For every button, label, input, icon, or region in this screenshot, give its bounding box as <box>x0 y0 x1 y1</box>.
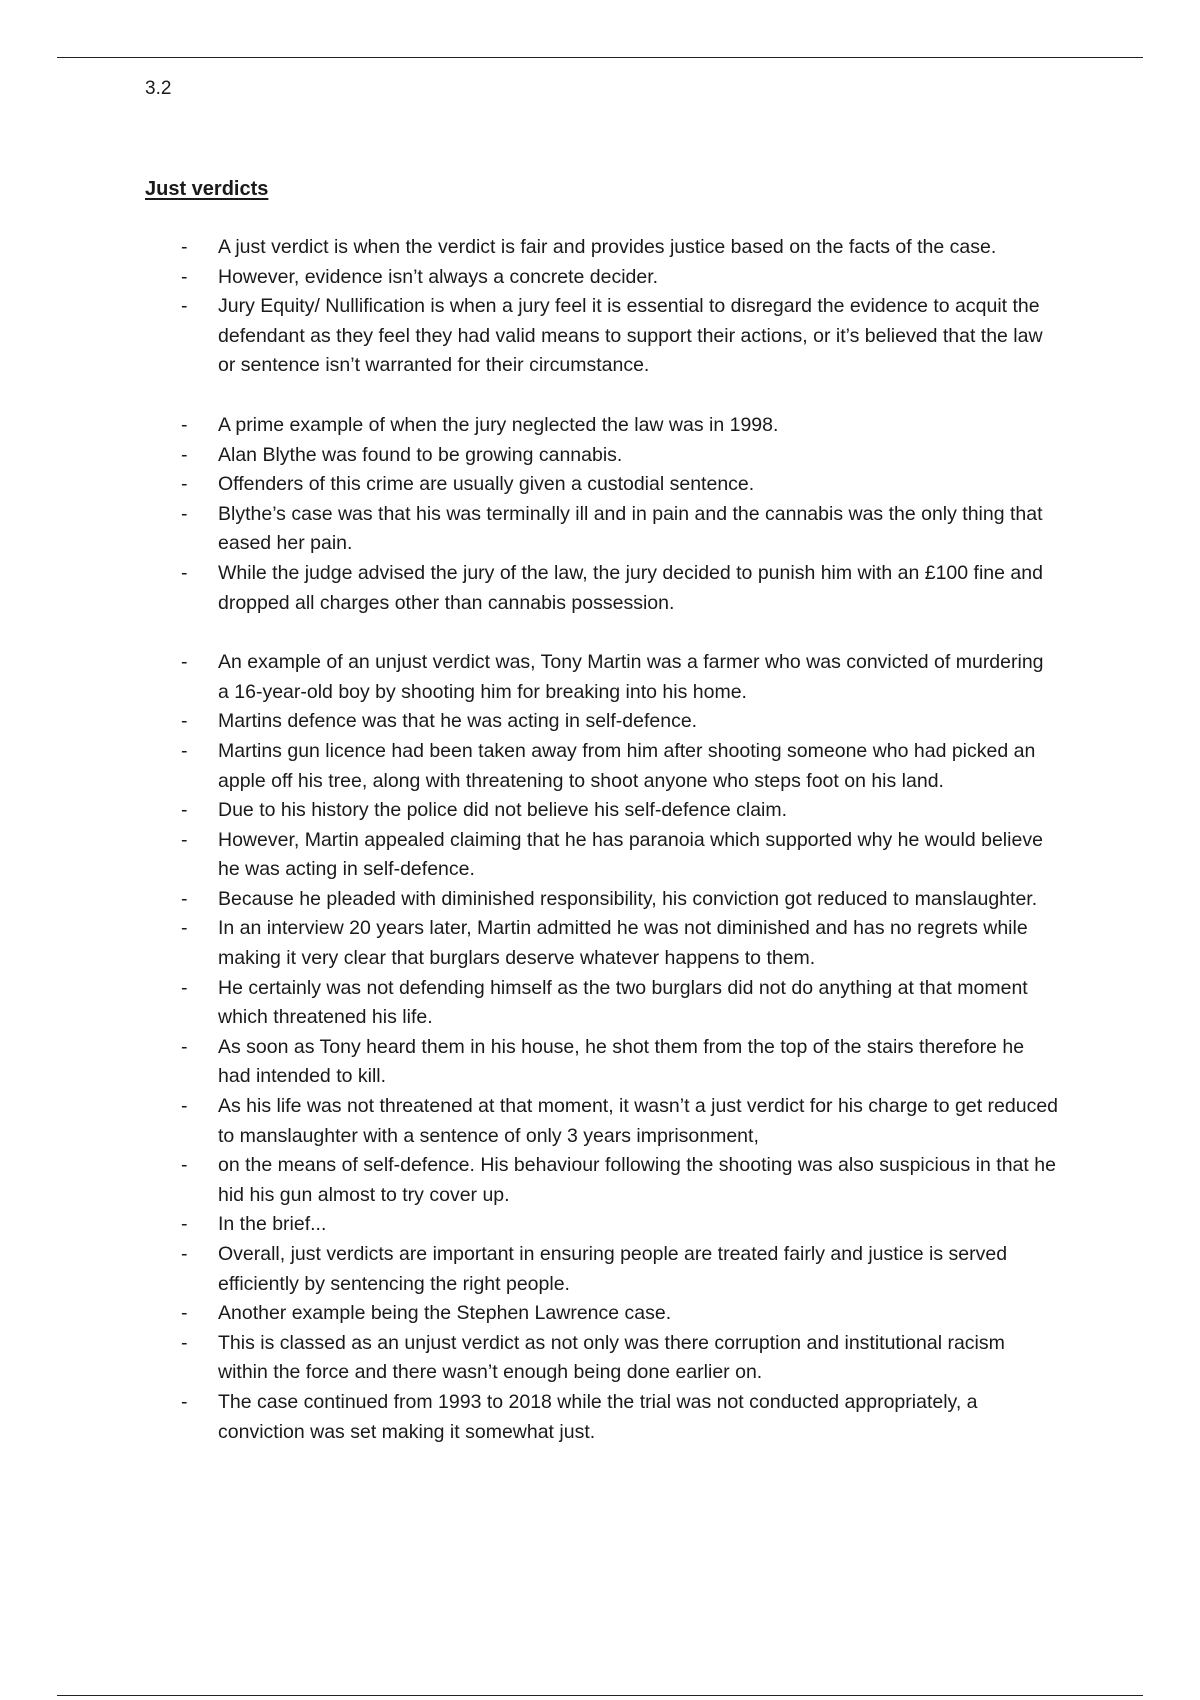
list-item-text: Jury Equity/ Nullification is when a jury feel it is essential to disregard the evidence to acquit the defendant as they feel they had valid means to support their actions, or it’s believed that the law or sentence isn’t warranted for their circumstance. <box>218 295 1043 377</box>
list-item-text: on the means of self-defence. His behaviour following the shooting was also suspicious in that he hid his gun almost to try cover up. <box>218 1154 1056 1206</box>
list-item <box>0 1240 1058 1299</box>
list-item-text: Blythe’s case was that his was terminally ill and in pain and the cannabis was the only thing that eased her pain. <box>218 502 1043 555</box>
list-item <box>0 1210 1058 1240</box>
list-item <box>0 411 1058 441</box>
bullet-dash: - <box>181 443 188 466</box>
bullet-dash: - <box>181 710 188 733</box>
list-item-text: The case continued from 1993 to 2018 while the trial was not conducted appropriately, a conviction was set making it somewhat just. <box>218 1390 978 1443</box>
bottom-rule <box>57 1695 1143 1696</box>
list-item-text: Overall, just verdicts are important in ensuring people are treated fairly and justice is served efficiently by sentencing the right people. <box>218 1243 1008 1295</box>
page-heading: Just verdicts <box>145 178 269 200</box>
list-item <box>0 1329 1058 1388</box>
bullet-dash: - <box>181 1035 188 1058</box>
bullet-dash: - <box>181 265 188 288</box>
list-item-text: He certainly was not defending himself as the two burglars did not do anything at that moment which threatened his life. <box>218 976 1028 1029</box>
bullet-dash: - <box>181 236 188 258</box>
list-item-text: In the brief... <box>218 1213 327 1236</box>
bullet-group <box>0 233 1200 381</box>
list-item <box>0 1092 1058 1151</box>
bullet-list <box>0 233 1200 1447</box>
bullet-dash: - <box>181 1302 188 1325</box>
list-item <box>0 1151 1058 1210</box>
list-item <box>0 470 1058 500</box>
list-item-text: As soon as Tony heard them in his house, he shot them from the top of the stairs therefore he had intended to kill. <box>218 1035 1025 1088</box>
bullet-dash: - <box>181 887 188 910</box>
bullet-dash: - <box>181 561 188 584</box>
bullet-dash: - <box>181 1243 188 1265</box>
bullet-dash: - <box>181 739 188 762</box>
bullet-dash: - <box>181 651 188 674</box>
list-item-text: Another example being the Stephen Lawrence case. <box>218 1302 672 1325</box>
list-item <box>0 648 1058 707</box>
bullet-dash: - <box>181 413 188 436</box>
list-item <box>0 441 1058 471</box>
bullet-group <box>0 411 1200 618</box>
list-item <box>0 737 1058 796</box>
list-item-text: This is classed as an unjust verdict as not only was there corruption and institutional racism within the force and there wasn’t enough being done earlier on. <box>218 1331 1005 1384</box>
bullet-group <box>0 648 1200 1447</box>
list-item <box>0 826 1058 885</box>
bullet-dash: - <box>181 295 188 318</box>
bullet-dash: - <box>181 1390 188 1413</box>
top-rule <box>57 57 1143 58</box>
list-item <box>0 796 1058 826</box>
list-item-text: Because he pleaded with diminished responsibility, his conviction got reduced to manslaughter. <box>218 887 1038 910</box>
list-item-text: While the judge advised the jury of the law, the jury decided to punish him with an £100 fine and dropped all charges other than cannabis possession. <box>218 561 1043 614</box>
bullet-dash: - <box>181 1213 188 1236</box>
bullet-dash: - <box>181 473 188 496</box>
list-item-text: A prime example of when the jury neglected the law was in 1998. <box>218 413 779 436</box>
list-item <box>0 559 1058 618</box>
list-item <box>0 233 1058 263</box>
list-item <box>0 1388 1058 1447</box>
bullet-dash: - <box>181 976 188 999</box>
list-item <box>0 914 1058 973</box>
list-item-text: In an interview 20 years later, Martin admitted he was not diminished and has no regrets while making it very clear that burglars deserve whatever happens to them. <box>218 917 1028 970</box>
list-item <box>0 500 1058 559</box>
list-item <box>0 263 1058 293</box>
bullet-dash: - <box>181 1331 188 1354</box>
list-item-text: Due to his history the police did not believe his self-defence claim. <box>218 799 788 822</box>
bullet-dash: - <box>181 1154 188 1177</box>
list-item <box>0 1299 1058 1329</box>
list-item-text: A just verdict is when the verdict is fair and provides justice based on the facts of the case. <box>218 236 997 258</box>
list-item <box>0 292 1058 381</box>
bullet-dash: - <box>181 917 188 940</box>
list-item <box>0 885 1058 915</box>
list-item-text: However, Martin appealed claiming that he has paranoia which supported why he would believe he was acting in self-defence. <box>218 828 1043 881</box>
list-item-text: An example of an unjust verdict was, Tony Martin was a farmer who was convicted of murdering a 16-year-old boy by shooting him for breaking into his home. <box>218 651 1044 703</box>
list-item <box>0 974 1058 1033</box>
list-item-text: Martins defence was that he was acting in self-defence. <box>218 710 698 733</box>
list-item-text: Alan Blythe was found to be growing cannabis. <box>218 443 623 466</box>
bullet-dash: - <box>181 1095 188 1118</box>
list-item <box>0 707 1058 737</box>
list-item <box>0 1033 1058 1092</box>
bullet-dash: - <box>181 799 188 822</box>
bullet-dash: - <box>181 502 188 525</box>
bullet-dash: - <box>181 828 188 851</box>
list-item-text: Martins gun licence had been taken away from him after shooting someone who had picked an apple off his tree, along with threatening to shoot anyone who steps foot on his land. <box>218 739 1036 792</box>
list-item-text: However, evidence isn’t always a concrete decider. <box>218 265 659 288</box>
section-number: 3.2 <box>145 78 172 99</box>
list-item-text: As his life was not threatened at that moment, it wasn’t a just verdict for his charge to get reduced to manslaughter with a sentence of only 3 years imprisonment, <box>218 1095 1059 1147</box>
list-item-text: Offenders of this crime are usually given a custodial sentence. <box>218 473 755 496</box>
